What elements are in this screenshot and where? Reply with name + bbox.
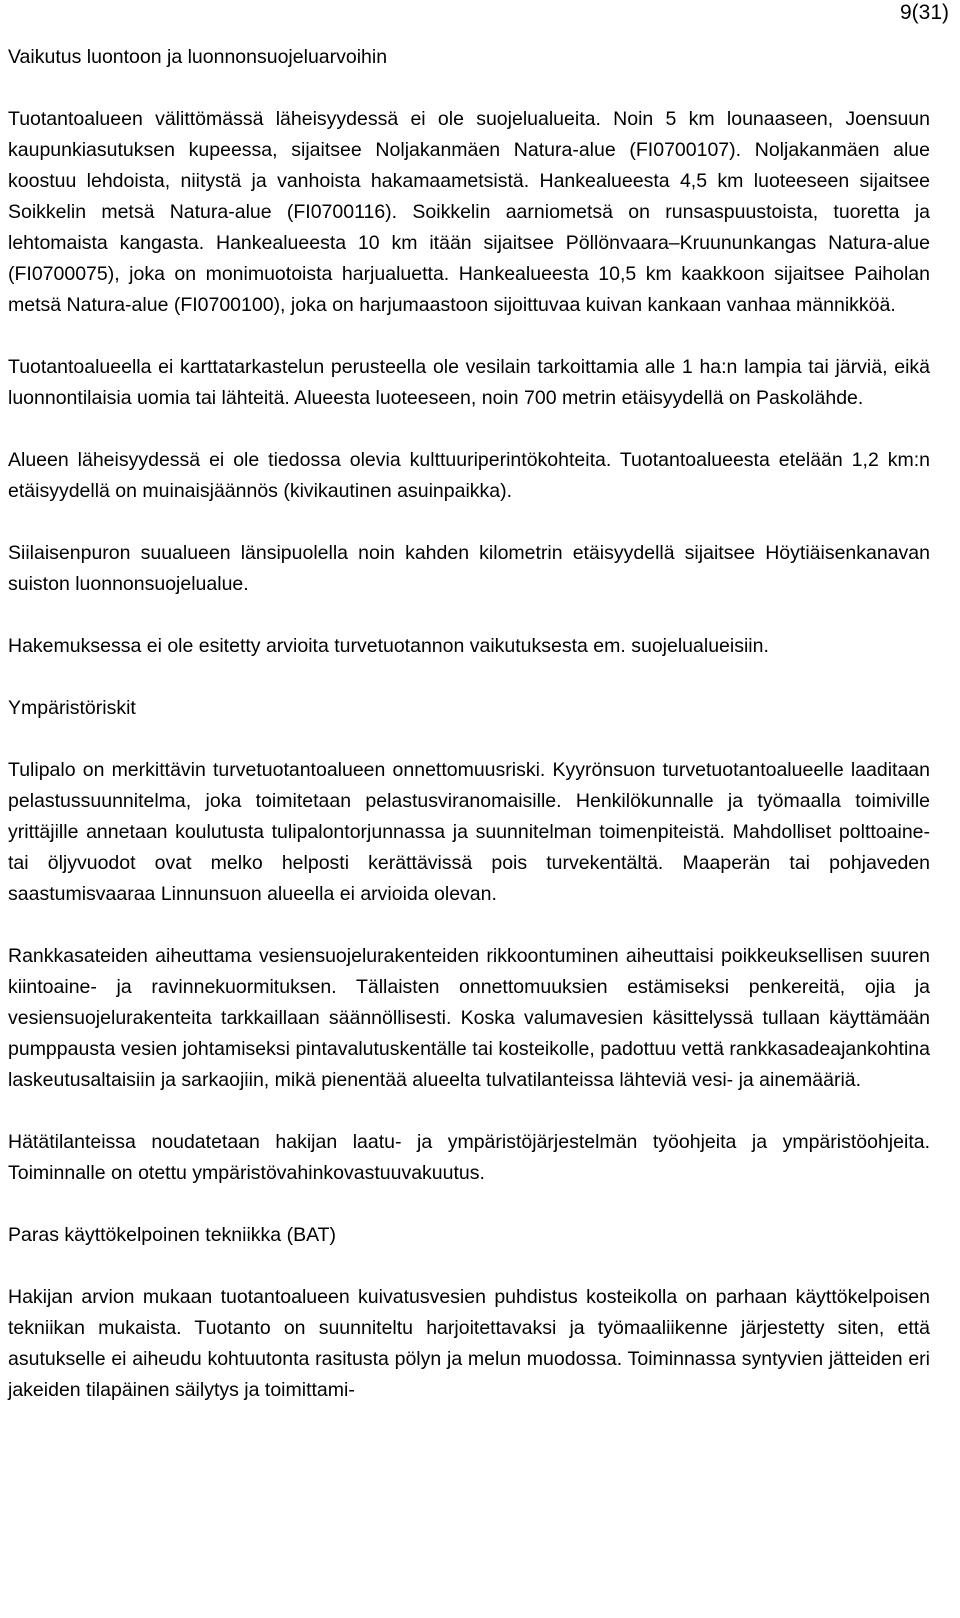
paragraph-cultural-heritage: Alueen läheisyydessä ei ole tiedossa olevia kulttuuriperintökohteita. Tuotantoalueesta etelään 1,2 km:n etäisyydellä on muinaisjäännös (kivikautinen asuinpaikka). [8,449,930,502]
spacer [8,1189,930,1220]
section-heading-bat: Paras käyttökelpoinen tekniikka (BAT) [8,1224,337,1246]
spacer [8,1096,930,1127]
spacer [8,600,930,631]
paragraph-natura-areas: Tuotantoalueen välittömässä läheisyydessä ei ole suojelualueita. Noin 5 km lounaaseen, Joensuun kaupunkiasutuksen kupeessa, sijaitsee Noljakanmäen Natura-alue (FI0700107). Noljakanmäen alue koostuu lehdoista, niitystä ja vanhoista hakamaametsistä. Hankealueesta 4,5 km luoteeseen sijaitsee Soikkelin metsä Natura-alue (FI0700116). Soikkelin aarniometsä on runsaspuustoista, tuoretta ja lehtomaista kangasta. Hankealueesta 10 km itään sijaitsee Pöllönvaara–Kruununkangas Natura-alue (FI0700075), joka on monimuotoista harjualuetta. Hankealueesta 10,5 km kaakkoon sijaitsee Paiholan metsä Natura-alue (FI0700100), joka on harjumaastoon sijoittuvaa kuivan kankaan vanhaa männikköä. [8,108,930,316]
document-body [8,42,930,1406]
paragraph-water-bodies: Tuotantoalueella ei karttatarkastelun perusteella ole vesilain tarkoittamia alle 1 ha:n lampia tai järviä, eikä luonnontilaisia uomia tai lähteitä. Alueesta luoteeseen, noin 700 metrin etäisyydellä on Paskolähde. [8,356,930,409]
spacer [8,910,930,941]
spacer [8,73,930,104]
spacer [8,724,930,755]
paragraph-assessment: Hakemuksessa ei ole esitetty arvioita turvetuotannon vaikutuksesta em. suojelualueisiin. [8,635,769,657]
spacer [8,507,930,538]
spacer [8,662,930,693]
paragraph-nature-reserve: Siilaisenpuron suualueen länsipuolella noin kahden kilometrin etäisyydellä sijaitsee Höytiäisenkanavan suiston luonnonsuojelualue. [8,542,930,595]
paragraph-heavy-rain: Rankkasateiden aiheuttama vesiensuojelurakenteiden rikkoontuminen aiheuttaisi poikkeuksellisen suuren kiintoaine- ja ravinnekuormituksen. Tällaisten onnettomuuksien estämiseksi penkereitä, ojia ja vesiensuojelurakenteita tarkkaillaan säännöllisesti. Koska valumavesien käsittelyssä tullaan käyttämään pumppausta vesien johtamiseksi pintavalutuskentälle tai kosteikolle, padottuu vettä rankkasadeajankohtina laskeutusaltaisiin ja sarkaojiin, mikä pienentää alueelta tulvatilanteissa lähteviä vesi- ja ainemääriä. [8,945,930,1091]
spacer [8,321,930,352]
spacer [8,1251,930,1282]
section-heading-nature-impact: Vaikutus luontoon ja luonnonsuojeluarvoihin [8,46,388,68]
spacer [8,414,930,445]
section-heading-environmental-risks: Ympäristöriskit [8,697,136,719]
paragraph-fire-risk: Tulipalo on merkittävin turvetuotantoalueen onnettomuusriski. Kyyrönsuon turvetuotantoalueelle laaditaan pelastussuunnitelma, joka toimitetaan pelastusviranomaisille. Henkilökunnalle ja työmaalla toimiville yrittäjille annetaan koulutusta tulipalontorjunnassa ja suunnitelman toimenpiteistä. Mahdolliset polttoaine- tai öljyvuodot ovat melko helposti kerättävissä pois turvekentältä. Maaperän tai pohjaveden saastumisvaaraa Linnunsuon alueella ei arvioida olevan. [8,759,930,905]
page-number: 9(31) [899,1,949,24]
paragraph-emergencies: Hätätilanteissa noudatetaan hakijan laatu- ja ympäristöjärjestelmän työohjeita ja ympäristöohjeita. Toiminnalle on otettu ympäristövahinkovastuuvakuutus. [8,1131,930,1184]
paragraph-bat: Hakijan arvion mukaan tuotantoalueen kuivatusvesien puhdistus kosteikolla on parhaan käyttökelpoisen tekniikan mukaista. Tuotanto on suunniteltu harjoitettavaksi ja työmaaliikenne järjestetty siten, että asutukselle ei aiheudu kohtuutonta rasitusta pölyn ja melun muodossa. Toiminnassa syntyvien jätteiden eri jakeiden tilapäinen säilytys ja toimittami- [8,1286,930,1401]
